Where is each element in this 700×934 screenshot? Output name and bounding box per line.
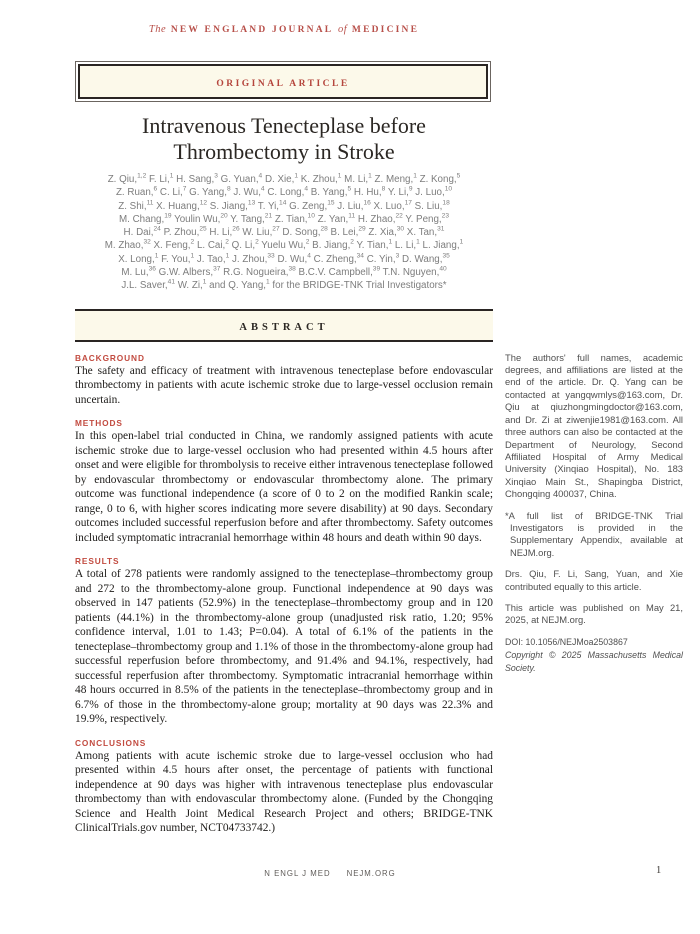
author-list (75, 173, 493, 293)
section-text-background: The safety and efficacy of treatment with intravenous tenecteplase before endovascular thrombectomy in patients with acute ischemic stroke due to large-vessel occlusion remain uncertain. (75, 364, 493, 406)
abstract-column (75, 309, 493, 836)
author-line: Z. Shi,$^{11}$ X. Huang,$^{12}$ S. Jiang,$^{13}$ T. Yi,$^{14}$ G. Zeng,$^{15}$ J. Liu,$^{16}$ X. Luo,$^{17}$ S. Liu,$^{18}$ (118, 199, 450, 212)
author-line: M. Chang,$^{19}$ Youlin Wu,$^{20}$ Y. Tang,$^{21}$ Z. Tian,$^{10}$ Z. Yan,$^{11}$ H. Zhao,$^{22}$ Y. Peng,$^{23}$ (119, 212, 449, 225)
abstract-and-notes-row (75, 309, 683, 836)
author-line: X. Long,$^1$ F. You,$^1$ J. Tao,$^1$ J. Zhou,$^{33}$ D. Wu,$^4$ C. Zheng,$^{34}$ C. Yin,$^3$ D. Wang,$^{35}$ (118, 252, 450, 265)
abstract-section-methods (75, 418, 493, 545)
abstract-section-results (75, 556, 493, 727)
sidebar-equal-contribution-note: Drs. Qiu, F. Li, Sang, Yuan, and Xie contributed equally to this article. (505, 568, 683, 592)
original-article-banner (75, 61, 491, 102)
sidebar-investigators-footnote: *A full list of BRIDGE-TNK Trial Investigators is provided in the Supplementary Appendix, available at NEJM.org. (505, 509, 683, 558)
section-text-results: A total of 278 patients were randomly assigned to the tenecteplase–thrombectomy group and 272 to the thrombectomy-alone group. Functional independence at 90 days was observed in 147 patients (52.9%) in the tenecteplase–thrombectomy group and in 120 patients (44.1%) in the thrombectomy-alone group (unadjusted risk ratio, 1.20; 95% confidence interval, 1.01 to 1.43; P=0.04). A total of 6.1% of the patients in the tenecteplase–thrombectomy group and 1.1% of those in the thrombectomy-alone group had successful reperfusion before thrombectomy, and 91.4% and 94.1%, respectively, had successful reperfusion after thrombectomy. Symptomatic intracranial hemorrhage within 48 hours occurred in 8.5% of the patients in the tenecteplase–thrombectomy group and in 6.7% of those in the thrombectomy-alone group; mortality at 90 days was 22.3% and 19.9%, respectively. (75, 568, 493, 726)
section-heading-conclusions: CONCLUSIONS (75, 737, 147, 748)
article-title-line-2: Thrombectomy in Stroke (173, 139, 395, 164)
footer-journal-name: N ENGL J MED (264, 869, 331, 878)
sidebar-published-note: This article was published on May 21, 2025, at NEJM.org. (505, 601, 683, 626)
section-heading-results: RESULTS (75, 556, 120, 567)
masthead-new-england-journal: NEW ENGLAND JOURNAL (170, 25, 334, 35)
article-title-line-1: Intravenous Tenecteplase before (142, 113, 426, 138)
author-notes-sidebar (505, 309, 683, 836)
original-article-banner-inner (78, 64, 488, 99)
author-line: M. Zhao,$^{32}$ X. Feng,$^2$ L. Cai,$^2$ Q. Li,$^2$ Yuelu Wu,$^2$ B. Jiang,$^2$ Y. Tian,$^1$ L. Li,$^1$ L. Jiang,$^1$ (104, 239, 464, 252)
sidebar-contact-paragraph: The authors' full names, academic degrees, and affiliations are listed at the end of the article. Dr. Q. Yang can be contacted at yangqwmlys@163.com, Dr. Qiu at qiuzhongmingdoctor@163.com, and Dr. Zi at ziwenjie1981@163.com. All three authors can also be contacted at the Department of Neurology, Second Affiliated Hospital of Army Medical University (Xinqiao Hospital), No. 183 Xinqiao Main St., Shapingba District, Chongqing 400037, China. (505, 351, 683, 500)
sidebar-doi: DOI: 10.1056/NEJMoa2503867 (505, 636, 628, 647)
author-line: M. Lu,$^{36}$ G.W. Albers,$^{37}$ R.G. Nogueira,$^{38}$ B.C.V. Campbell,$^{39}$ T.N. Nguyen,$^{40}$ (121, 265, 447, 279)
page-footer (264, 869, 395, 878)
masthead-medicine: MEDICINE (351, 25, 420, 35)
author-line: Z. Qiu,$^{1,2}$ F. Li,$^1$ H. Sang,$^3$ G. Yuan,$^4$ D. Xie,$^1$ K. Zhou,$^1$ M. Li,$^1$ Z. Meng,$^1$ Z. Kong,$^5$ (107, 172, 461, 185)
article-kicker: ORIGINAL ARTICLE (216, 79, 350, 89)
author-line: Z. Ruan,$^6$ C. Li,$^7$ G. Yang,$^8$ J. Wu,$^4$ C. Long,$^4$ B. Yang,$^5$ H. Hu,$^8$ Y. Li,$^9$ J. Luo,$^{10}$ (115, 186, 453, 199)
article-title (75, 113, 493, 165)
sidebar-copyright: Copyright © 2025 Massachusetts Medical Society. (505, 650, 683, 673)
section-heading-methods: METHODS (75, 418, 123, 429)
abstract-label: ABSTRACT (239, 321, 329, 333)
section-text-methods: In this open-label trial conducted in China, we randomly assigned patients with acute ischemic stroke due to large-vessel occlusion who had presented within 4.5 hours after onset and were eligible for thrombolysis to receive either intravenous tenecteplase followed by endovascular thrombectomy or endovascular thrombectomy alone. The primary outcome was functional independence (a score of 0 to 2 on the modified Rankin scale; range, 0 to 6, with higher scores indicating more severe disability) at 90 days. Secondary outcomes included successful reperfusion before and after thrombectomy. Safety outcomes included symptomatic intracranial hemorrhage within 48 hours and death within 90 days. (75, 430, 493, 544)
abstract-band (75, 309, 493, 342)
footer-site: NEJM.ORG (346, 869, 396, 878)
masthead-the: The (148, 24, 167, 35)
section-heading-background: BACKGROUND (75, 352, 145, 363)
section-text-conclusions: Among patients with acute ischemic stroke due to large-vessel occlusion who had presented within 4.5 hours after onset, the percentage of patients with functional independence at 90 days was higher with intravenous tenecteplase plus endovascular thrombectomy than with endovascular thrombectomy alone. (Funded by the Chongqing Science and Health Joint Medical Research Project and others; BRIDGE-TNK ClinicalTrials.gov number, NCT04733742.) (75, 749, 493, 835)
author-line: J.L. Saver,$^{41}$ W. Zi,$^1$ and Q. Yang,$^1$ for the BRIDGE-TNK Trial Investigators* (121, 279, 447, 292)
masthead-of: of (338, 24, 348, 35)
abstract-section-conclusions (75, 738, 493, 836)
abstract-section-background (75, 353, 493, 408)
page-number: 1 (656, 865, 662, 876)
author-line: H. Dai,$^{24}$ P. Zhou,$^{25}$ H. Li,$^{26}$ W. Liu,$^{27}$ D. Song,$^{28}$ B. Lei,$^{29}$ Z. Xia,$^{30}$ X. Tan,$^{31}$ (123, 225, 445, 239)
journal-masthead (75, 24, 493, 35)
